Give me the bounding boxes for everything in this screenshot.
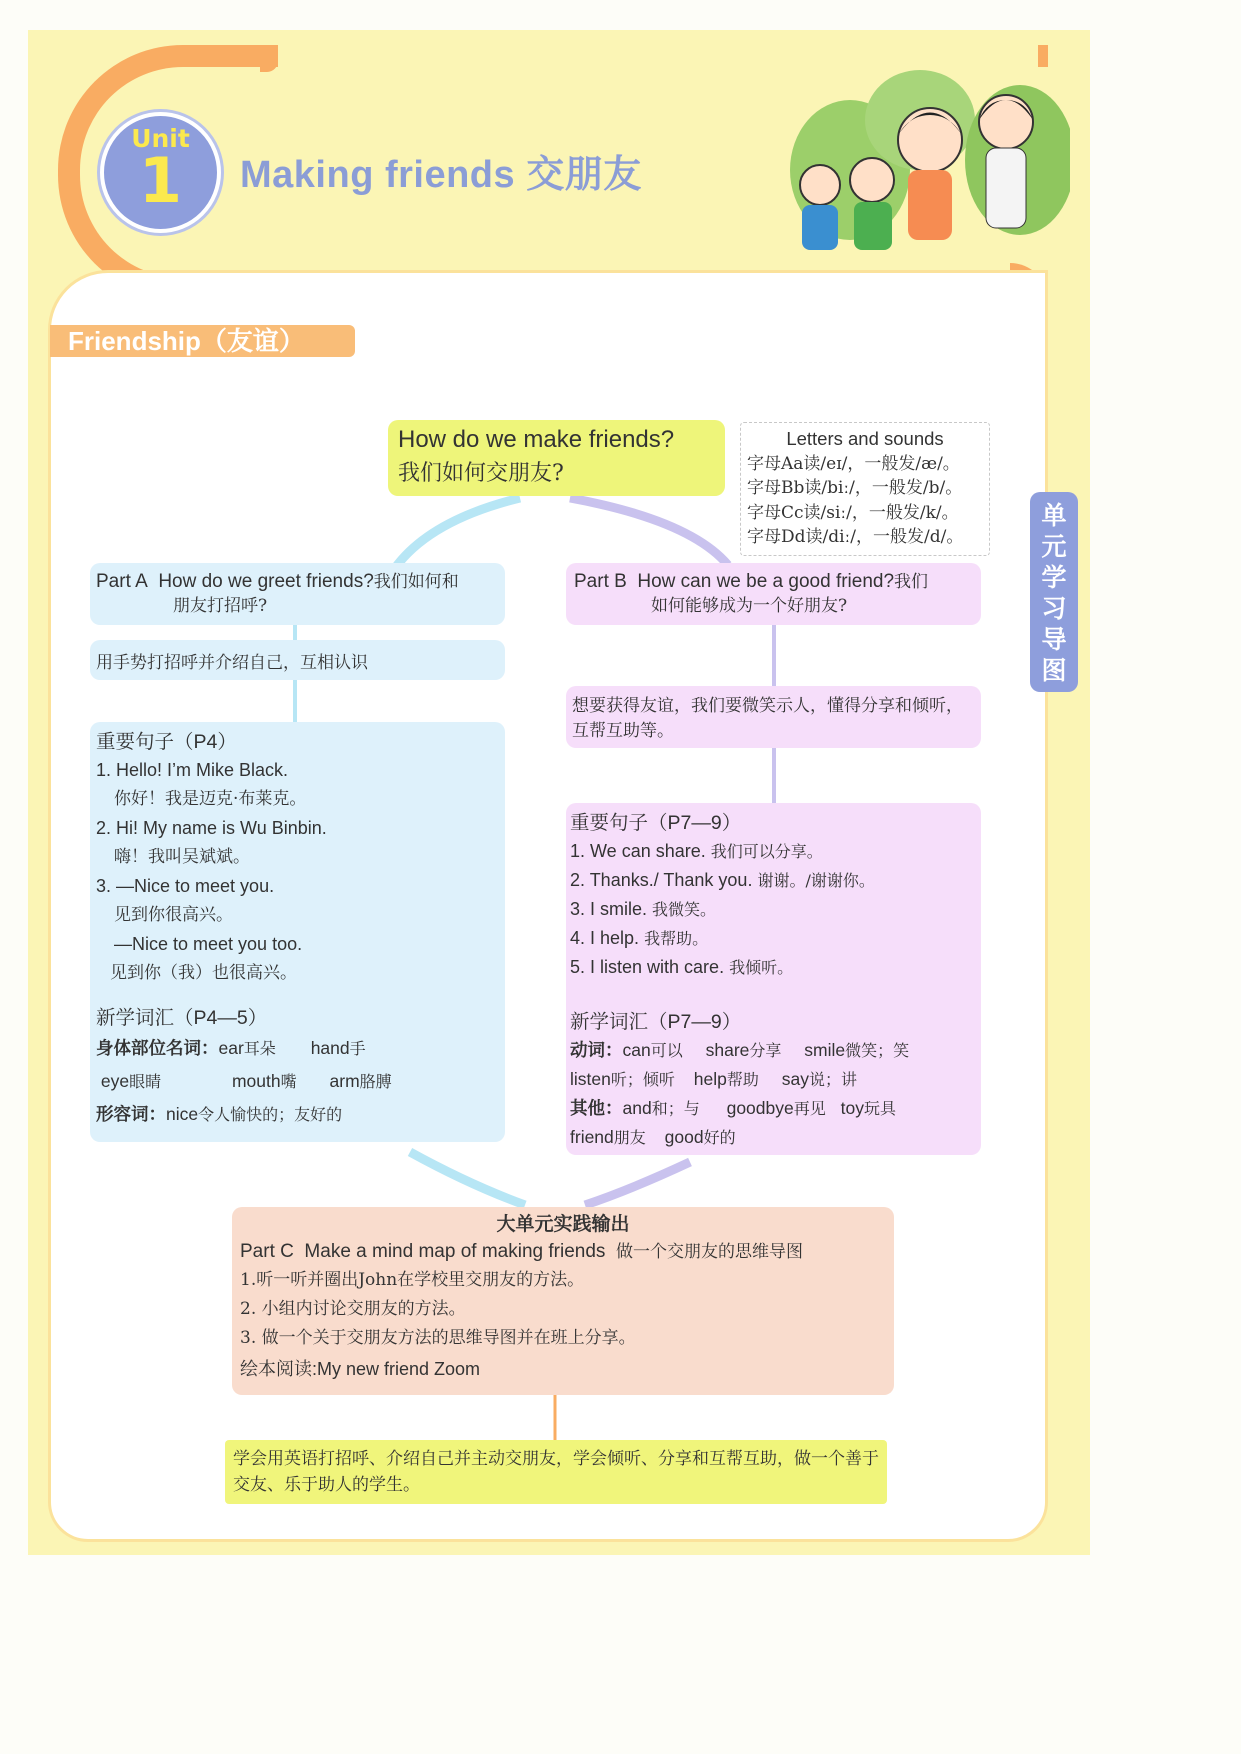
vocab-meaning: 好的 <box>703 1128 736 1147</box>
part-c-reading: 绘本阅读:My new friend Zoom <box>240 1359 481 1379</box>
vocab-word: listen <box>570 1069 611 1089</box>
part-a-question-zh: 我们如何和 <box>373 572 459 592</box>
vocab-row <box>570 1065 977 1094</box>
vocab-word: ear <box>218 1038 244 1058</box>
vocab-row <box>96 1032 499 1065</box>
part-a-main <box>90 722 505 1142</box>
vocab-label: 形容词： <box>96 1104 166 1124</box>
unit-title: Making friends 交朋友 <box>240 154 642 196</box>
vocab-word: hand <box>310 1038 350 1058</box>
vocab-word: smile <box>804 1040 846 1060</box>
part-c-step: 3. 做一个关于交朋友方法的思维导图并在班上分享。 <box>240 1328 636 1348</box>
part-b-vocab-heading: 新学词汇（P7—9） <box>570 1011 742 1033</box>
vocab-meaning: 令人愉快的；友好的 <box>198 1105 343 1124</box>
letters-line: 字母Dd读/diː/，一般发/d/。 <box>747 527 964 547</box>
sentence-row <box>570 866 977 895</box>
sentence-en: 1. We can share. <box>570 841 706 861</box>
sentence-zh: 我帮助。 <box>644 929 709 948</box>
vocab-meaning: 玩具 <box>864 1099 897 1118</box>
side-tab-char: 习 <box>1041 594 1067 623</box>
section-tag: Friendship（友谊） <box>50 325 355 357</box>
part-a-question-en: How do we greet friends? <box>158 571 374 592</box>
part-c-box <box>232 1207 894 1395</box>
letters-line: 字母Aa读/eɪ/，一般发/æ/。 <box>747 453 960 474</box>
part-c-label: Part C <box>240 1241 294 1262</box>
sentence-zh: 我微笑。 <box>652 900 717 919</box>
vocab-meaning: 分享 <box>749 1041 782 1060</box>
side-tab-char: 单 <box>1041 501 1067 530</box>
side-tab <box>1030 492 1078 692</box>
vocab-word: eye <box>100 1071 130 1091</box>
sentence-en: 2. Thanks./ Thank you. <box>570 870 753 890</box>
vocab-meaning: 说；讲 <box>808 1070 857 1089</box>
part-b-summary: 想要获得友谊，我们要微笑示人，懂得分享和倾听，互帮互助等。 <box>566 686 981 748</box>
letters-and-sounds-box <box>740 422 990 556</box>
vocab-word: say <box>781 1069 809 1089</box>
vocab-meaning: 眼睛 <box>129 1072 162 1091</box>
vocab-word: and <box>622 1098 652 1118</box>
sentence-zh: 谢谢。/谢谢你。 <box>757 871 875 890</box>
sentence-en: 5. I listen with care. <box>570 957 725 977</box>
vocab-word: friend <box>570 1127 614 1147</box>
part-c-title-zh: 做一个交朋友的思维导图 <box>615 1242 803 1262</box>
vocab-meaning: 帮助 <box>726 1070 759 1089</box>
part-b-question-zh-2: 如何能够成为一个好朋友? <box>651 596 848 616</box>
vocab-row <box>570 1094 977 1123</box>
vocab-word: help <box>693 1069 727 1089</box>
vocab-word: share <box>705 1040 750 1060</box>
part-b-label: Part B <box>574 571 627 592</box>
vocab-word: toy <box>840 1098 864 1118</box>
vocab-label: 身体部位名词： <box>96 1038 219 1058</box>
vocab-word: can <box>622 1040 651 1060</box>
sentence-zh: 我们可以分享。 <box>710 842 823 861</box>
vocab-word: good <box>664 1127 704 1147</box>
part-a-label: Part A <box>96 571 148 592</box>
vocab-label: 动词： <box>570 1040 623 1060</box>
sentence-row <box>570 895 977 924</box>
sentence-zh: 嗨！我叫吴斌斌。 <box>114 847 250 867</box>
vocab-label: 其他： <box>570 1098 623 1118</box>
vocab-word: mouth <box>231 1071 281 1091</box>
vocab-word: nice <box>166 1104 199 1124</box>
part-a-sentences-heading: 重要句子（P4） <box>96 731 237 753</box>
unit-number: 1 <box>138 144 183 217</box>
vocab-row <box>96 1098 499 1131</box>
part-a-vocab-heading: 新学词汇（P4—5） <box>96 1007 268 1029</box>
vocab-row <box>96 1065 499 1098</box>
vocab-word: goodbye <box>726 1098 794 1118</box>
sentence-row <box>570 837 977 866</box>
letters-title: Letters and sounds <box>786 428 944 449</box>
central-question <box>388 420 725 496</box>
part-c-step: 2. 小组内讨论交朋友的方法。 <box>240 1299 466 1319</box>
vocab-row <box>570 1036 977 1065</box>
letters-line: 字母Bb读/biː/，一般发/b/。 <box>747 478 963 498</box>
part-c-step: 1.听一听并圈出John在学校里交朋友的方法。 <box>240 1270 585 1290</box>
vocab-meaning: 微笑；笑 <box>845 1041 910 1060</box>
vocab-meaning: 再见 <box>793 1099 826 1118</box>
sentence-zh: 见到你（我）也很高兴。 <box>110 963 297 983</box>
vocab-meaning: 朋友 <box>613 1128 646 1147</box>
unit-word: Unit <box>131 124 190 153</box>
vocab-meaning: 胳膊 <box>359 1072 392 1091</box>
sentence-en: 2. Hi! My name is Wu Binbin. <box>96 818 327 838</box>
side-tab-char: 图 <box>1041 656 1067 685</box>
part-b-header <box>566 563 981 625</box>
sentence-zh: 见到你很高兴。 <box>114 905 233 925</box>
part-a-header <box>90 563 505 625</box>
part-b-main <box>566 803 981 1155</box>
side-tab-char: 元 <box>1041 532 1067 561</box>
sentence-zh: 我倾听。 <box>729 958 794 977</box>
central-question-en: How do we make friends? <box>398 426 675 453</box>
sentence-en: 3. —Nice to meet you. <box>96 876 275 896</box>
part-a-question-zh-2: 朋友打招呼? <box>173 596 268 616</box>
unit-badge <box>100 112 221 233</box>
part-c-banner: 大单元实践输出 <box>496 1214 630 1235</box>
letters-line: 字母Cc读/siː/，一般发/k/。 <box>747 502 959 523</box>
part-b-sentences-heading: 重要句子（P7—9） <box>570 812 742 834</box>
vocab-row <box>570 1123 977 1152</box>
vocab-meaning: 嘴 <box>280 1072 297 1091</box>
part-c-title-en: Make a mind map of making friends <box>304 1241 606 1262</box>
sentence-row <box>570 953 977 982</box>
vocab-meaning: 耳朵 <box>243 1039 276 1058</box>
side-tab-char: 导 <box>1041 625 1067 654</box>
learning-goal: 学会用英语打招呼、介绍自己并主动交朋友，学会倾听、分享和互帮互助，做一个善于交友、乐于助人的学生。 <box>225 1440 887 1504</box>
central-question-zh: 我们如何交朋友? <box>398 461 564 486</box>
sentence-en: 1. Hello! I’m Mike Black. <box>96 760 289 780</box>
part-c-header <box>240 1238 886 1266</box>
children-illustration <box>780 60 1070 260</box>
sentence-row <box>570 924 977 953</box>
part-b-question-zh: 我们 <box>894 572 929 592</box>
side-tab-char: 学 <box>1041 563 1067 592</box>
sentence-zh: 你好！我是迈克·布莱克。 <box>114 789 307 809</box>
vocab-meaning: 手 <box>349 1039 366 1058</box>
sentence-en: —Nice to meet you too. <box>114 934 303 954</box>
vocab-meaning: 和；与 <box>651 1099 700 1118</box>
part-b-question-en: How can we be a good friend? <box>637 571 895 592</box>
vocab-meaning: 可以 <box>650 1041 683 1060</box>
sentence-en: 4. I help. <box>570 928 640 948</box>
vocab-meaning: 听；倾听 <box>610 1070 675 1089</box>
sentence-en: 3. I smile. <box>570 899 648 919</box>
vocab-word: arm <box>329 1071 360 1091</box>
part-a-summary: 用手势打招呼并介绍自己，互相认识 <box>90 640 505 680</box>
